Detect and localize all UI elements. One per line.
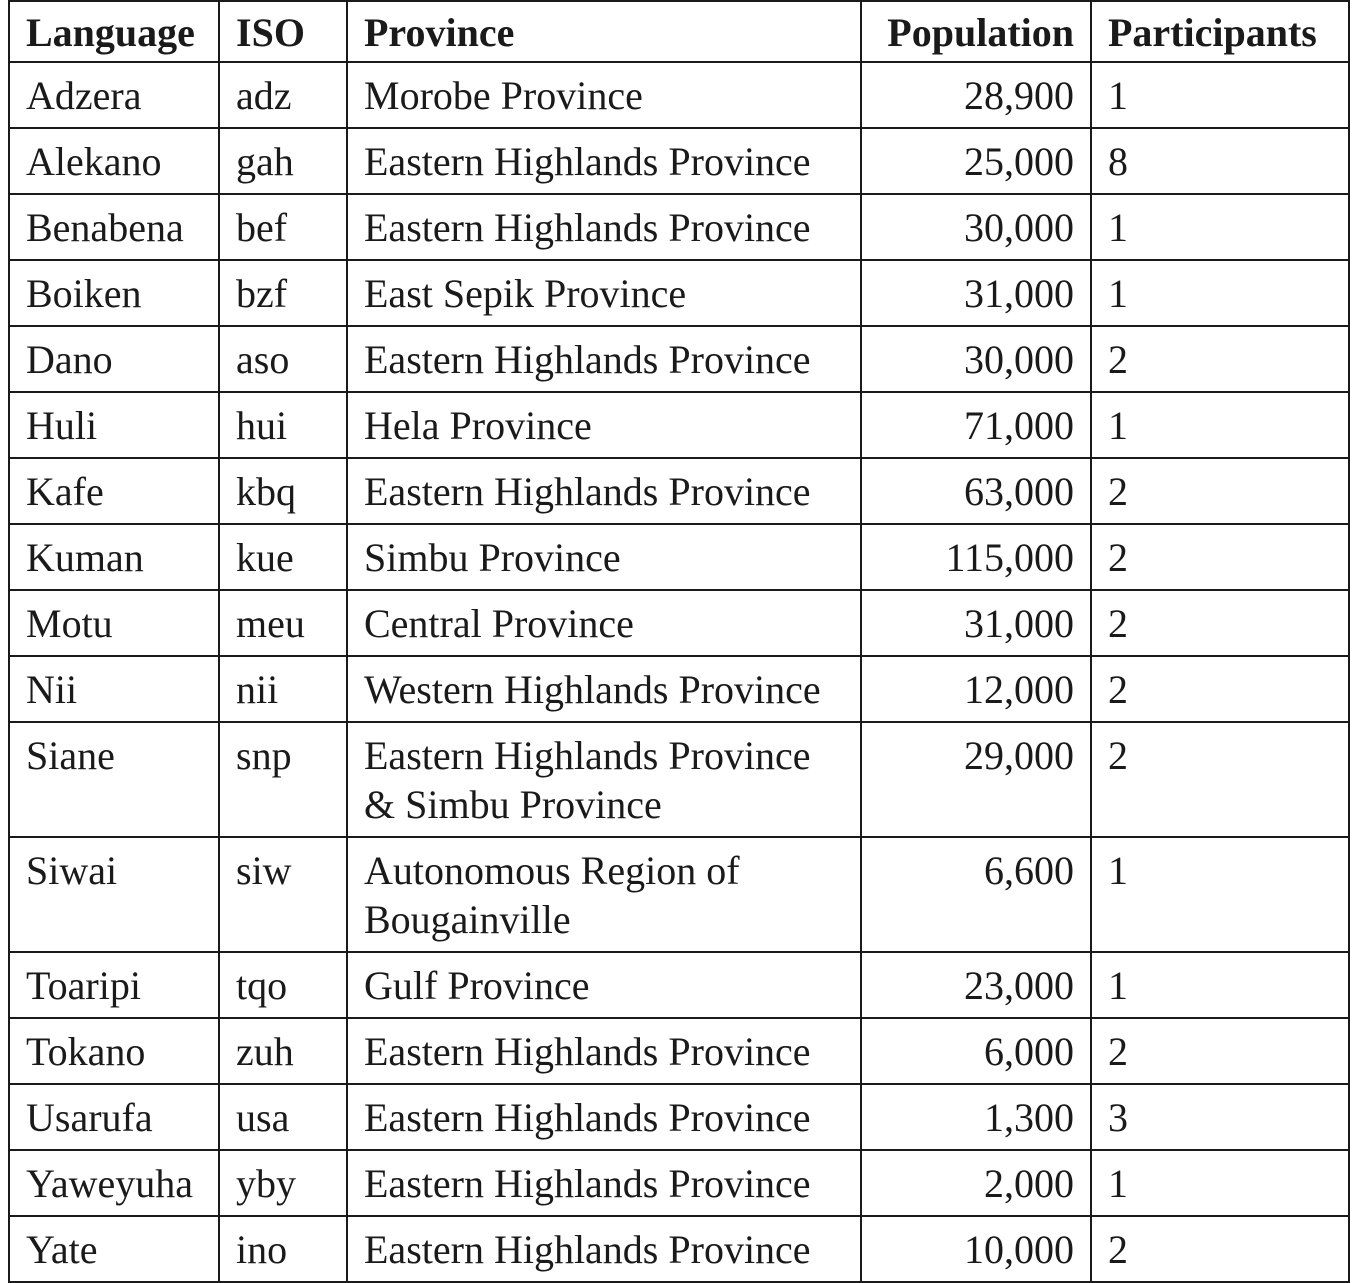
cell-participants: 1 [1091, 1150, 1349, 1216]
cell-participants: 1 [1091, 392, 1349, 458]
cell-iso: ino [219, 1216, 347, 1282]
cell-participants: 2 [1091, 590, 1349, 656]
table-row [9, 326, 1349, 392]
cell-iso: hui [219, 392, 347, 458]
cell-language: Nii [9, 656, 219, 722]
cell-province: Western Highlands Province [347, 656, 861, 722]
cell-iso: tqo [219, 952, 347, 1018]
cell-language: Motu [9, 590, 219, 656]
header-language: Language [9, 1, 219, 62]
cell-province: Eastern Highlands Province [347, 1018, 861, 1084]
cell-population: 25,000 [861, 128, 1091, 194]
table-row [9, 656, 1349, 722]
cell-population: 71,000 [861, 392, 1091, 458]
cell-language: Yate [9, 1216, 219, 1282]
cell-language: Kafe [9, 458, 219, 524]
cell-iso: bef [219, 194, 347, 260]
table-row [9, 1150, 1349, 1216]
table-row [9, 722, 1349, 837]
cell-population: 10,000 [861, 1216, 1091, 1282]
table-row [9, 1216, 1349, 1282]
cell-language: Usarufa [9, 1084, 219, 1150]
header-province: Province [347, 1, 861, 62]
cell-population: 1,300 [861, 1084, 1091, 1150]
cell-participants: 1 [1091, 260, 1349, 326]
cell-province: Eastern Highlands Province [347, 1216, 861, 1282]
cell-population: 23,000 [861, 952, 1091, 1018]
cell-province: Hela Province [347, 392, 861, 458]
cell-province: Autonomous Region of Bougainville [347, 837, 861, 952]
cell-participants: 1 [1091, 952, 1349, 1018]
cell-population: 30,000 [861, 326, 1091, 392]
table-row [9, 524, 1349, 590]
cell-participants: 2 [1091, 458, 1349, 524]
cell-iso: aso [219, 326, 347, 392]
cell-population: 63,000 [861, 458, 1091, 524]
cell-language: Tokano [9, 1018, 219, 1084]
cell-iso: siw [219, 837, 347, 952]
cell-participants: 2 [1091, 722, 1349, 837]
cell-language: Dano [9, 326, 219, 392]
cell-population: 31,000 [861, 260, 1091, 326]
cell-iso: zuh [219, 1018, 347, 1084]
cell-iso: usa [219, 1084, 347, 1150]
cell-participants: 8 [1091, 128, 1349, 194]
cell-language: Huli [9, 392, 219, 458]
cell-language: Siane [9, 722, 219, 837]
cell-participants: 2 [1091, 656, 1349, 722]
cell-population: 2,000 [861, 1150, 1091, 1216]
header-iso: ISO [219, 1, 347, 62]
cell-province: Eastern Highlands Province & Simbu Province [347, 722, 861, 837]
cell-participants: 1 [1091, 837, 1349, 952]
table-row [9, 62, 1349, 128]
header-population: Population [861, 1, 1091, 62]
table-row [9, 194, 1349, 260]
table-row [9, 837, 1349, 952]
cell-participants: 3 [1091, 1084, 1349, 1150]
cell-province: Eastern Highlands Province [347, 458, 861, 524]
table-row [9, 590, 1349, 656]
cell-province: East Sepik Province [347, 260, 861, 326]
cell-iso: snp [219, 722, 347, 837]
cell-population: 12,000 [861, 656, 1091, 722]
header-row [9, 1, 1349, 62]
cell-province: Simbu Province [347, 524, 861, 590]
cell-population: 30,000 [861, 194, 1091, 260]
cell-language: Alekano [9, 128, 219, 194]
cell-iso: meu [219, 590, 347, 656]
table-row [9, 1084, 1349, 1150]
language-table [8, 0, 1350, 1283]
cell-participants: 2 [1091, 524, 1349, 590]
cell-iso: nii [219, 656, 347, 722]
cell-province: Eastern Highlands Province [347, 128, 861, 194]
cell-iso: adz [219, 62, 347, 128]
table-row [9, 260, 1349, 326]
cell-iso: yby [219, 1150, 347, 1216]
cell-participants: 2 [1091, 1018, 1349, 1084]
cell-iso: gah [219, 128, 347, 194]
header-participants: Participants [1091, 1, 1349, 62]
cell-language: Yaweyuha [9, 1150, 219, 1216]
cell-participants: 2 [1091, 326, 1349, 392]
cell-population: 29,000 [861, 722, 1091, 837]
cell-iso: kue [219, 524, 347, 590]
table-row [9, 1018, 1349, 1084]
cell-language: Adzera [9, 62, 219, 128]
cell-language: Kuman [9, 524, 219, 590]
cell-iso: bzf [219, 260, 347, 326]
cell-population: 28,900 [861, 62, 1091, 128]
cell-language: Benabena [9, 194, 219, 260]
table-row [9, 392, 1349, 458]
cell-province: Gulf Province [347, 952, 861, 1018]
cell-province: Eastern Highlands Province [347, 1084, 861, 1150]
cell-province: Eastern Highlands Province [347, 1150, 861, 1216]
cell-province: Eastern Highlands Province [347, 326, 861, 392]
cell-population: 6,600 [861, 837, 1091, 952]
table-row [9, 458, 1349, 524]
cell-iso: kbq [219, 458, 347, 524]
cell-language: Boiken [9, 260, 219, 326]
cell-province: Eastern Highlands Province [347, 194, 861, 260]
cell-language: Siwai [9, 837, 219, 952]
cell-population: 31,000 [861, 590, 1091, 656]
cell-participants: 2 [1091, 1216, 1349, 1282]
cell-population: 6,000 [861, 1018, 1091, 1084]
cell-participants: 1 [1091, 62, 1349, 128]
cell-province: Central Province [347, 590, 861, 656]
table-row [9, 952, 1349, 1018]
cell-language: Toaripi [9, 952, 219, 1018]
cell-population: 115,000 [861, 524, 1091, 590]
cell-participants: 1 [1091, 194, 1349, 260]
table-row [9, 128, 1349, 194]
cell-province: Morobe Province [347, 62, 861, 128]
